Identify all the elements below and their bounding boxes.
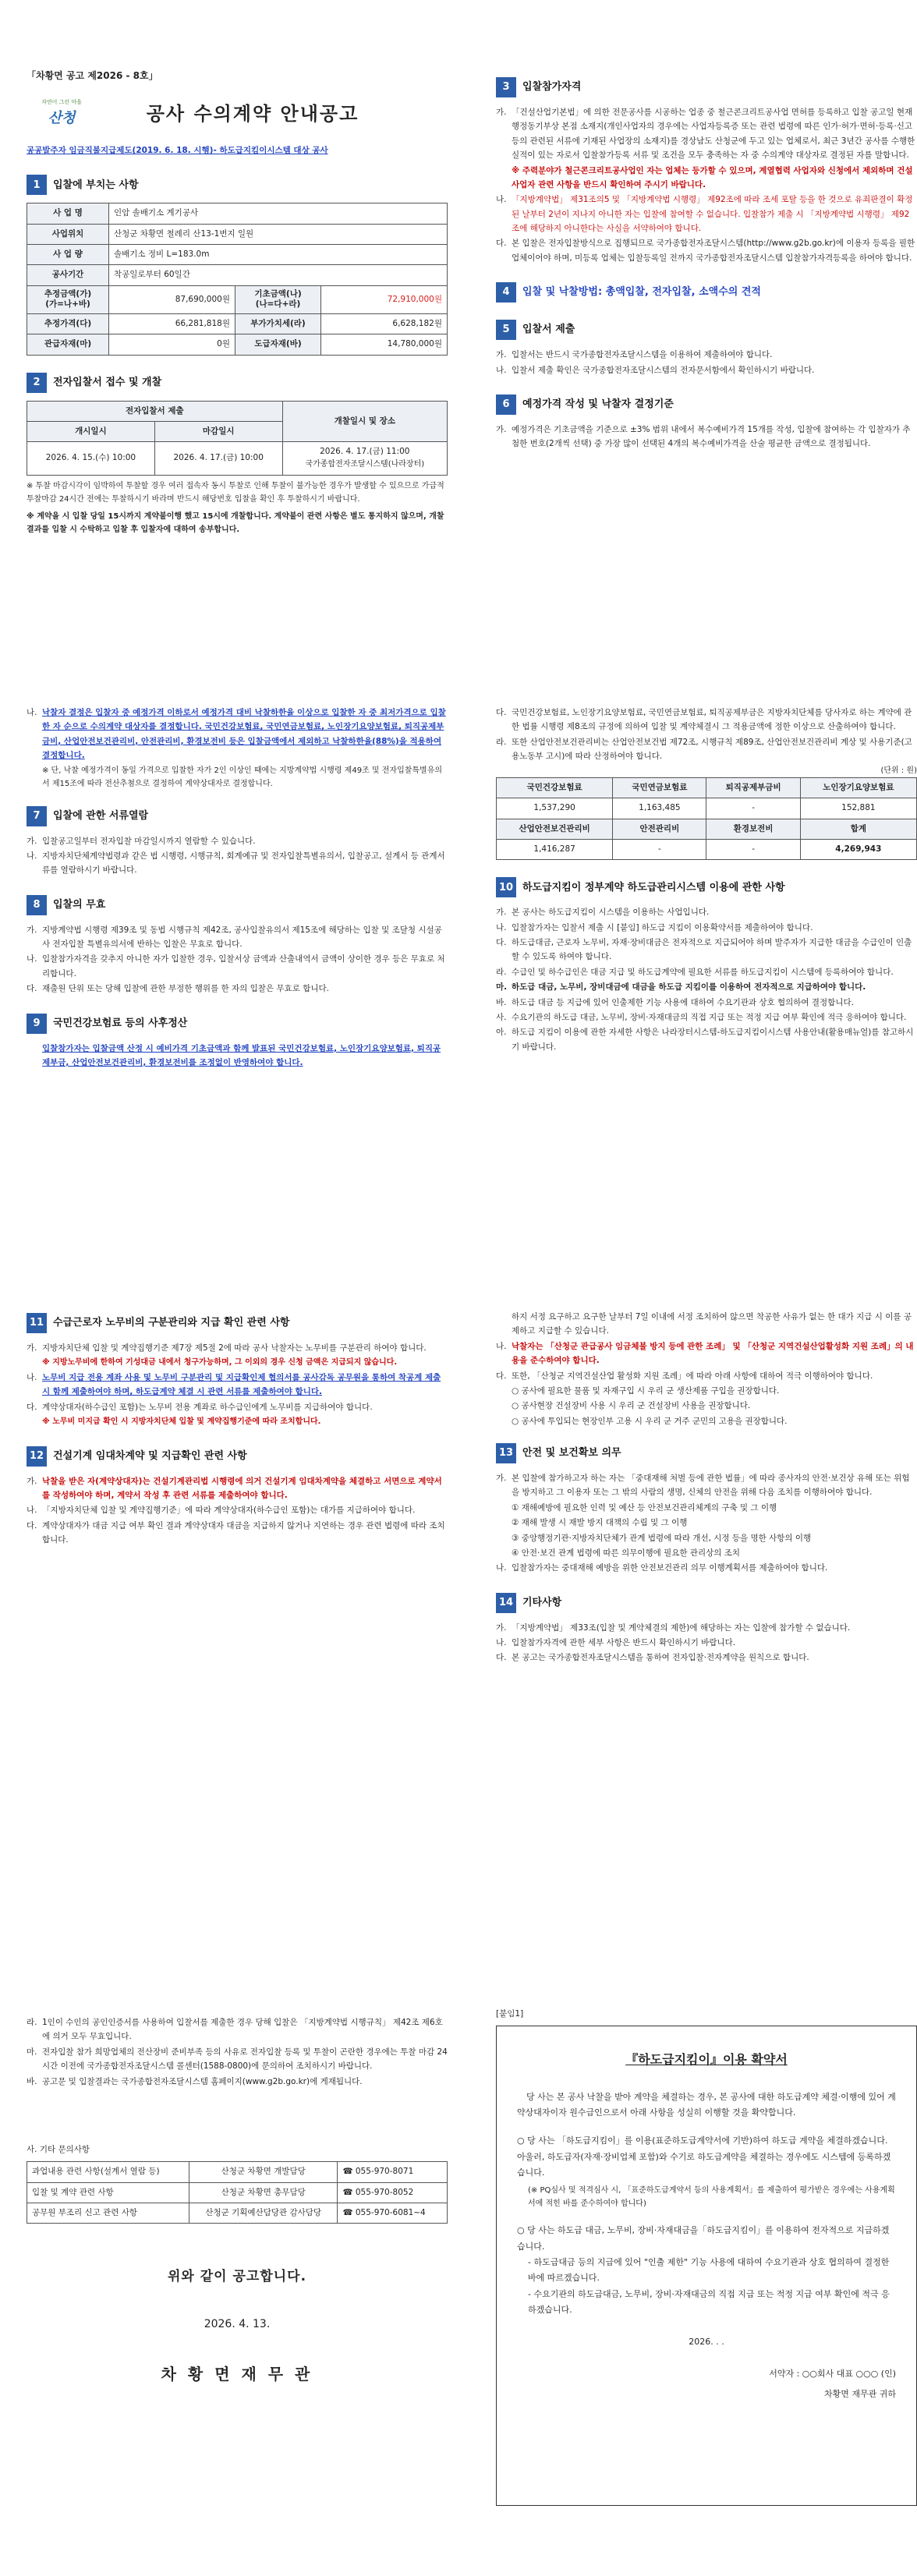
section-14: 14 기타사항 가. 「지방계약법」 제33조(입찰 및 계약체결의 제한)에 해당하는 자는 입찰에 참가할 수 없습니다. 나. 입찰참가자격에 관한 세부 사항은 반드시 확인하시기 바랍니다. 다. 본 공고는 국가종합전자조달시스템을 통하여 전자입찰·전자계약을 원칙으로 합니다. — [496, 1593, 917, 1665]
closing-text: 위와 같이 공고합니다. — [167, 2269, 307, 2285]
section-1: 1 입찰에 부치는 사항 사 업 명 인암 솔배기소 계기공사 사업위치 산청군 차황면 철례리 산13-1번지 일원 사 업 량 솔배기소 정비 L=183.0m 공사기간 착공일로부터 60일간 추정금액(가) (가=나+바) 87,690,000원 기초금액(나) (나=다+라) 72,910,000원 추정가격(다) 66,281,818원 부가가치세(라) 6,628,182원 관급자재(마) 0원 도급자재(바) 14,780,000원 — [27, 175, 448, 355]
pledge-title: 『하도급지킴이』이용 확약서 — [625, 2052, 788, 2068]
insurance-table: 국민건강보험료 국민연금보험료 퇴직공제부금비 노인장기요양보험료 1,537,290 1,163,485 - 152,881 산업안전보건관리비 안전관리비 환경보전비 합계 1,416,287 - - 4,269,943 — [496, 777, 917, 860]
pledge-box: 『하도급지킴이』이용 확약서 당 사는 본 공사 낙찰을 받아 계약을 체결하는 경우, 본 공사에 대한 하도급계약 체결·이행에 있어 계약상대자이자 원수급인으로서 아래 사항을 성실히 이행할 것을 확약합니다. ○ 당 사는 「하도급지킴이」를 이용(표준하도급계약서에 기반)하여 하도급 계약을 체결하겠습니다. 아울러, 하도급자(자재·장비업체 포함)와 수기로 하도급계약을 체결하는 경우에도 시스템에 등록하겠습니다. (※ PQ심사 및 적격심사 시, 「표준하도급계약서 등의 사용계획서」를 제출하여 평가받은 경우에는 사용계획서에 적힌 바를 준수하여야 합니다) ○ 당 사는 하도급 대금, 노무비, 장비·자재대금을「하도급지킴이」를 이용하여 전자적으로 지급하겠습니다. - 하도급대금 등의 지급에 있어 "인출 제한" 기능 사용에 대하여 수요기관과 상호 협의하여 결정한 바에 따르겠습니다. - 수요기관의 하도급대금, 노무비, 장비·자재대금의 직접 지급 또는 적정 지급 여부 확인에 적극 응하겠습니다. 2026. . . 서약자 : ○○회사 대표 ○○○ (인) 차황면 재무관 귀하 — [496, 2026, 917, 2506]
section-12: 12 건설기계 임대차계약 및 지급확인 관련 사항 가. 낙찰을 받은 자(계약상대자)는 건설기계관리법 시행령에 의거 건설기계 임대차계약을 체결하고 서면으로 계약서를 작성하여야 하며, 계약서 작성 후 관련 서류를 제출하여야 합니다. 나. 「지방자치단체 입찰 및 계약집행기준」에 따라 계약상대자(하수급인 포함)는 대가를 지급하여야 합니다. 다. 계약상대자가 대금 지급 여부 확인 결과 계약상대자 대금을 지급하지 않거나 지연하는 경우 관련 법령에 따라 조치합니다. — [27, 1446, 448, 1548]
pledge-recipient: 차황면 재무관 귀하 — [823, 2388, 896, 2399]
section-8: 8 입찰의 무효 가. 지방계약법 시행령 제39조 및 동법 시행규칙 제42조, 공사입찰유의서 제15조에 해당하는 입찰 및 조달청 시설공사 전자입찰 특별유의서에 반하는 입찰은 무효로 합니다. 나. 입찰참가자격을 갖추지 아니한 자가 입찰한 경우, 입찰서상 금액과 산출내역서 금액이 상이한 경우 등은 무효로 처리합니다. 다. 재출원 단위 또는 당해 입찰에 관한 부정한 행위를 한 자의 입찰은 무효로 합니다. — [27, 895, 448, 996]
bid-schedule-table: 전자입찰서 제출 개찰일시 및 장소 개시일시 마감일시 2026. 4. 15.(수) 10:00 2026. 4. 17.(금) 10:00 2026. 4. 17.(금) 11:00 국가종합전자조달시스템(나라장터) — [27, 401, 448, 476]
panel-bottom-left: 라. 1인이 수인의 공인인증서를 사용하여 입찰서를 제출한 경우 당해 입찰은 「지방계약법 시행규칙」 제42조 제6호에 의거 모두 무효입니다. 마. 전자입찰 참가 희망업체의 전산장비 준비부족 등의 사유로 전자입찰 등록 및 투찰이 곤란한 경우에는 투찰 마감 24시간 이전에 국가종합전자조달시스템 콜센터(1588-0800)에 문의하여 조치하시기 바랍니다. 바. 공고문 및 입찰결과는 국가종합전자조달시스템 홈페이지(www.g2b.go.kr)에 게재됩니다. 사. 기타 문의사항 과업내용 관련 사항(설계서 열람 등) 산청군 차황면 개발담당 ☎ 055-970-8071 입찰 및 계약 관련 사항 산청군 차황면 총무담당 ☎ 055-970-8052 공무원 부조리 신고 관련 사항 산청군 기획예산담당관 감사담당 ☎ 055-970-6081~4 위와 같이 공고합니다. 2026. 4. 13. 차 황 면 재 무 관 — [27, 2015, 448, 2514]
section-5: 5 입찰서 제출 가. 입찰서는 반드시 국가종합전자조달시스템을 이용하여 제출하여야 합니다. 나. 입찰서 제출 확인은 국가종합전자조달시스템의 전자문서함에서 확인하시기 바랍니다. — [496, 320, 917, 377]
notice-number: 「차황면 공고 제2026 - 8호」 — [27, 70, 158, 81]
panel-low-left — [27, 1310, 448, 1824]
pledge-date: 2026. . . — [689, 2337, 724, 2348]
announce-date: 2026. 4. 13. — [204, 2318, 271, 2331]
section-7: 7 입찰에 관한 서류열람 가. 입찰공고일부터 전자입찰 마감일시까지 열람할 수 있습니다. 나. 지방자치단체계약법령과 같은 법 시행령, 시행규칙, 회계예규 및 전자입찰특별유의서, 입찰공고, 설계서 등 관계서류를 열람하시기 바랍니다. — [27, 806, 448, 878]
panel-mid-right: 다. 국민건강보험료, 노인장기요양보험료, 국민연금보험료, 퇴직공제부금은 지방자치단체를 당사자로 하는 계약에 관한 법률 시행령 제8조의 규정에 의하여 입찰 및 계약체결시 그 적용금액에 정한 이상으로 산출하여야 합니다. 라. 또한 산업안전보건관리비는 산업안전보건법 제72조, 시행규칙 제89조, 산업안전보건관리비 계상 및 사용기준(고용노동부 고시)에 따라 산정하여야 합니다. (단위 : 원) 국민건강보험료 국민연금보험료 퇴직공제부금비 노인장기요양보험료 1,537,290 1,163,485 - 152,881 산업안전보건관리비 안전관리비 환경보전비 합계 1,416,287 - - 4,269,943 10 하도급지킴이 정부계약 하도급관리시스템 이용에 관한 사항 가. 본 공사는 하도급지킴이 시스템을 이용하는 사업입니다. 나. 입찰참가자는 입찰서 제출 시 [붙임] 하도급 지킴이 이용확약서를 제출하여야 합니다. 다. 하도급대금, 근로자 노무비, 자재·장비대금은 전자적으로 지급되어야 하며 발주자가 지급한 대금을 수급인이 인출할 수 있도록 하여야 합니다. 라. 수급인 및 하수급인은 대금 지급 및 하도급계약에 필요한 서류를 하도급지킴이 시스템에 등록하여야 합니다. 마. 하도급 대금, 노무비, 장비대금에 대금을 하도급 지킴이를 이용하여 전자적으로 지급하여야 합니다. 바. 하도급 대금 등 지급에 있어 인출제한 기능 사용에 대하여 수요기관과 상호 협의하여 결정합니다. 사. 수요기관의 하도급 대금, 노무비, 장비·자재대금의 직접 지급 또는 적정 지급 여부 확인에 적극 응하여야 합니다. 아. 하도급 지킴이 이용에 관한 자세한 사항은 나라장터시스템-하도급지킴이시스템 사용안내(활용매뉴얼)를 참고하시기 바랍니다. — [496, 706, 917, 1212]
panel-low-right: 하지 서정 요구하고 요구한 날부터 7일 이내에 서정 조치하여 않으면 착공한 사유가 없는 한 대가 지급 시 이를 공제하고 지급할 수 있습니다. 나. 낙찰자는 「산청군 관급공사 임금체불 방지 등에 관한 조례」 및 「산청군 지역건설산업활성화 지원 조례」의 내용을 준수하여야 합니다. 다. 또한, 「산청군 지역건설산업 활성화 지원 조례」에 따라 아래 사항에 대하여 적극 이행하여야 합니다. ○ 공사에 필요한 물품 및 자재구입 시 우리 군 생산제품 구입을 권장합니다. ○ 공사현장 건설장비 사용 시 우리 군 건설장비 사용을 권장합니다. ○ 공사에 투입되는 현장인부 고용 시 우리 군 거주 군민의 고용을 권장합니다. 13 안전 및 보건확보 의무 가. 본 입찰에 참가하고자 하는 자는 「중대재해 처벌 등에 관한 법률」에 따라 종사자의 안전·보건상 유해 또는 위험을 방지하고 그 이용자 또는 그 밖의 사람의 생명, 신체의 안전을 위해 다음 조치를 이행하여야 합니다. ① 재해예방에 필요한 인력 및 예산 등 안전보건관리체계의 구축 및 그 이행 ② 재해 발생 시 재발 방지 대책의 수립 및 그 이행 ③ 중앙행정기관·지방자치단체가 관계 법령에 따라 개선, 시정 등을 명한 사항의 이행 ④ 안전·보건 관계 법령에 따른 의무이행에 필요한 관리상의 조치 나. 입찰참가자는 중대재해 예방을 위한 안전보건관리 의무 이행계획서를 제출하여야 합니다. 14 기타사항 가. 「지방계약법」 제33조(입찰 및 계약체결의 제한)에 해당하는 자는 입찰에 참가할 수 없습니다. 나. 입찰참가자격에 관한 세부 사항은 반드시 확인하시기 바랍니다. 다. 본 공고는 국가종합전자조달시스템을 통하여 전자입찰·전자계약을 원칙으로 합니다. — [496, 1310, 917, 1824]
contact-table: 과업내용 관련 사항(설계서 열람 등) 산청군 차황면 개발담당 ☎ 055-970-8071 입찰 및 계약 관련 사항 산청군 차황면 총무담당 ☎ 055-970-8052 공무원 부조리 신고 관련 사항 산청군 기획예산담당관 감사담당 ☎ 055-970-6081~4 — [27, 2161, 448, 2224]
section-10: 10 하도급지킴이 정부계약 하도급관리시스템 이용에 관한 사항 가. 본 공사는 하도급지킴이 시스템을 이용하는 사업입니다. 나. 입찰참가자는 입찰서 제출 시 [붙임] 하도급 지킴이 이용확약서를 제출하여야 합니다. 다. 하도급대금, 근로자 노무비, 자재·장비대금은 전자적으로 지급되어야 하며 발주자가 지급한 대금을 수급인이 인출할 수 있도록 하여야 합니다. 라. 수급인 및 하수급인은 대금 지급 및 하도급계약에 필요한 서류를 하도급지킴이 시스템에 등록하여야 합니다. 마. 하도급 대금, 노무비, 장비대금에 대금을 하도급 지킴이를 이용하여 전자적으로 지급하여야 합니다. 바. 하도급 대금 등 지급에 있어 인출제한 기능 사용에 대하여 수요기관과 상호 협의하여 결정합니다. 사. 수요기관의 하도급 대금, 노무비, 장비·자재대금의 직접 지급 또는 적정 지급 여부 확인에 적극 응하여야 합니다. 아. 하도급 지킴이 이용에 관한 자세한 사항은 나라장터시스템-하도급지킴이시스템 사용안내(활용매뉴얼)를 참고하시기 바랍니다. — [496, 877, 917, 1054]
section-9: 9 국민건강보험료 등의 사후정산 입찰참가자는 입찰금액 산정 시 예비가격 기초금액과 함께 발표된 국민건강보험료, 노인장기요양보험료, 퇴직공제부금, 산업안전보건관리비, 환경보전비를 조정없이 반영하여야 합니다. — [27, 1014, 448, 1070]
section-3: 3 입찰참가자격 가. 「건설산업기본법」에 의한 전문공사를 시공하는 업종 중 철근콘크리트공사업 면허를 등록하고 입찰 공고일 현재 행정동기부상 본점 소재지(개인사업자의 경우에는 사업자등록증 또는 관련 법령에 따른 인가·허가·면허·등록·신고 등의 관련된 서류에 기재된 사업장의 소재지)를 경상남도 산청군에 두고 있는 업체로서, 최근 3년간 공사를 수행한 실적이 있는 자로서 입찰참가등록 서류 및 조건을 모두 충족하는 자 중 수의계약 대상자로 결정된 자를 말합니다. ※ 주력분야가 철근콘크리트공사업인 자는 업체는 등가할 수 있으며, 계열협력 사업자와 신청에서 제외하며 건설사업자 관련 사항을 반드시 확인하여 주시기 바랍니다. 나. 「지방계약법」 제31조의5 및 「지방계약법 시행령」 제92조에 따라 조세 포탈 등을 한 것으로 유죄판결이 확정된 날부터 2년이 지나지 아니한 자는 입찰에 참여할 수 없습니다. 입찰참가 제출 시 「지방계약법 시행령」 제92조에 해당하지 아니한다는 사실을 서약하여야 합니다. 다. 본 입찰은 전자입찰방식으로 집행되므로 국가종합전자조달시스템(http://www.g2b.go.kr)에 이용자 등록을 필한 업체이어야 하며, 미등록 업체는 입찰등록일 전까지 국가종합전자조달시스템 입찰참가자격등록을 하여야 합니다. — [496, 77, 917, 265]
section-13: 13 안전 및 보건확보 의무 가. 본 입찰에 참가하고자 하는 자는 「중대재해 처벌 등에 관한 법률」에 따라 종사자의 안전·보건상 유해 또는 위험을 방지하고 그 이용자 또는 그 밖의 사람의 생명, 신체의 안전을 위해 다음 조치를 이행하여야 합니다. ① 재해예방에 필요한 인력 및 예산 등 안전보건관리체계의 구축 및 그 이행 ② 재해 발생 시 재발 방지 대책의 수립 및 그 이행 ③ 중앙행정기관·지방자치단체가 관계 법령에 따라 개선, 시정 등을 명한 사항의 이행 ④ 안전·보건 관계 법령에 따른 의무이행에 필요한 관리상의 조치 나. 입찰참가자는 중대재해 예방을 위한 안전보건관리 의무 이행계획서를 제출하여야 합니다. — [496, 1443, 917, 1576]
page-subtitle: 공공발주자 임금직불지급제도(2019. 6. 18. 시행)- 하도급지킴이시스템 대상 공사 — [27, 146, 328, 156]
section-6: 6 예정가격 작성 및 낙찰자 결정기준 가. 예정가격은 기초금액을 기준으로 ±3% 범위 내에서 복수예비가격 15개를 작성, 입찰에 참여하는 각 입찰자가 추첨한 번호(2개씩 선택) 중 가장 많이 선택된 4개의 복수예비가격을 산술 평균한 금액으로 결정됩니다. — [496, 395, 917, 451]
attachment-tag: [붙임1] — [496, 2009, 524, 2019]
page-title: 공사 수의계약 안내공고 — [146, 102, 359, 125]
section-4: 4 입찰 및 낙찰방법: 총액입찰, 전자입찰, 소액수의 견적 — [496, 282, 917, 303]
project-table: 사 업 명 인암 솔배기소 계기공사 사업위치 산청군 차황면 철례리 산13-1번지 일원 사 업 량 솔배기소 정비 L=183.0m 공사기간 착공일로부터 60일간 추정금액(가) (가=나+바) 87,690,000원 기초금액(나) (나=다+라) 72,910,000원 추정가격(다) 66,281,818원 부가가치세(라) 6,628,182원 관급자재(마) 0원 도급자재(바) 14,780,000원 — [27, 203, 448, 355]
pledge-signer: 서약자 : ○○회사 대표 ○○○ (인) — [769, 2368, 896, 2379]
issuer: 차 황 면 재 무 관 — [161, 2365, 313, 2384]
panel-attachment — [496, 2008, 917, 2522]
section-2: 2 전자입찰서 접수 및 개찰 전자입찰서 제출 개찰일시 및 장소 개시일시 마감일시 2026. 4. 15.(수) 10:00 2026. 4. 17.(금) 10:00 2026. 4. 17.(금) 11:00 국가종합전자조달시스템(나라장터) ※ 투찰 마감시각이 임박하여 투찰할 경우 여러 접속자 동시 투찰로 인해 투찰이 불가능한 경우가 발생할 수 있으므로 가급적 투찰마감 24시간 전에는 투찰하시기 바라며 반드시 해당번호 입찰을 확인 후 투찰하시기 바랍니다. ※ 계약을 시 입찰 당일 15시까지 계약불이행 했고 15시에 개찰합니다. 계약불이 관련 사항은 별도 통지하지 않으며, 개찰 결과를 입찰 시 수탁하고 입찰 후 입찰자에 대하여 송부합니다. — [27, 373, 448, 536]
panel-top-left — [27, 69, 448, 599]
sancheong-logo: 자연이 그린 마을 산청 — [41, 98, 82, 127]
panel-top-right — [496, 74, 917, 604]
section-11: 11 수급근로자 노무비의 구분관리와 지급 확인 관련 사항 가. 지방자치단체 입찰 및 계약집행기준 제7장 제5절 2에 따라 공사 낙찰자는 노무비를 구분관리 하여야 합니다. ※ 지방노무비에 한하여 기성대금 내에서 청구가능하며, 그 이외의 경우 신청 금액은 지급되지 않습니다. 나. 노무비 지급 전용 계좌 사용 및 노무비 구분관리 및 지급확인제 협의서를 공사감독 공무원을 통하여 착공계 제출 시 함께 제출하여야 하며, 하도급계약 체결 시 관련 서류를 제출하여야 합니다. 다. 계약상대자(하수급인 포함)는 노무비 전용 계좌로 하수급인에게 노무비를 지급하여야 합니다. ※ 노무비 미지급 확인 시 지방자치단체 입찰 및 계약집행기준에 따라 조치합니다. — [27, 1313, 448, 1429]
panel-mid-left: 나. 낙찰자 결정은 입찰자 중 예정가격 이하로서 예정가격 대비 낙찰하한율 이상으로 입찰한 자 중 최저가격으로 입찰한 자 순으로 수의계약 대상자를 결정합니다. 국민건강보험료, 국민연금보험료, 노인장기요양보험료, 퇴직공제부금비, 산업안전보건관리비, 안전관리비, 환경보전비 등은 입찰금액에서 제외하고 낙찰하한율(88%)을 적용하여 결정합니다. ※ 단, 낙찰 예정가격이 동일 가격으로 입찰한 자가 2인 이상인 때에는 지방계약법 시행령 제49조 및 전자입찰특별유의서 제15조에 따라 전산추첨으로 결정하여 계약상대자로 결정합니다. 7 입찰에 관한 서류열람 가. 입찰공고일부터 전자입찰 마감일시까지 열람할 수 있습니다. 나. 지방자치단체계약법령과 같은 법 시행령, 시행규칙, 회계예규 및 전자입찰특별유의서, 입찰공고, 설계서 등 관계서류를 열람하시기 바랍니다. 8 입찰의 무효 가. 지방계약법 시행령 제39조 및 동법 시행규칙 제42조, 공사입찰유의서 제15조에 해당하는 입찰 및 조달청 시설공사 전자입찰 특별유의서에 반하는 입찰은 무효로 합니다. 나. 입찰참가자격을 갖추지 아니한 자가 입찰한 경우, 입찰서상 금액과 산출내역서 금액이 상이한 경우 등은 무효로 처리합니다. 다. 재출원 단위 또는 당해 입찰에 관한 부정한 행위를 한 자의 입찰은 무효로 합니다. 9 국민건강보험료 등의 사후정산 입찰참가자는 입찰금액 산정 시 예비가격 기초금액과 함께 발표된 국민건강보험료, 노인장기요양보험료, 퇴직공제부금, 산업안전보건관리비, 환경보전비를 조정없이 반영하여야 합니다. — [27, 706, 448, 1212]
